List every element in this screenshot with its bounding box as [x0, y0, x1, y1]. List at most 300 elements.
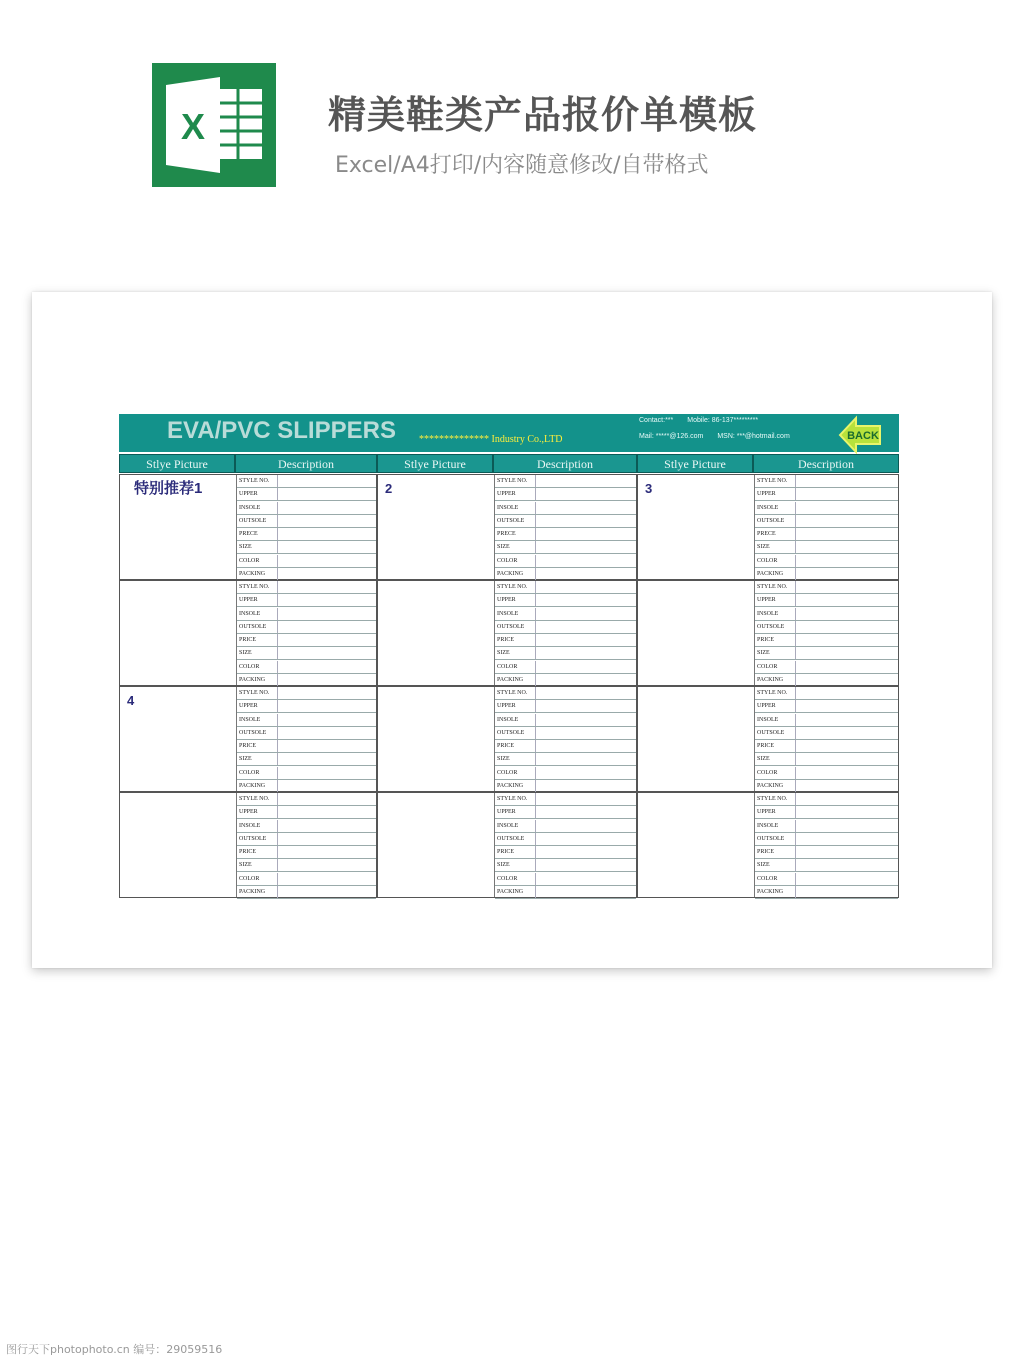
- value-cell[interactable]: [535, 700, 536, 712]
- field-label: STYLE NO.: [239, 796, 270, 802]
- description-row[interactable]: [237, 488, 376, 501]
- style-picture-cell[interactable]: [378, 687, 495, 791]
- field-label: COLOR: [239, 557, 260, 564]
- value-cell[interactable]: [795, 647, 796, 659]
- field-label: COLOR: [239, 875, 260, 882]
- field-label: COLOR: [757, 769, 778, 776]
- description-row[interactable]: [237, 780, 376, 793]
- description-row[interactable]: [237, 608, 376, 621]
- description-row[interactable]: [237, 674, 376, 687]
- value-cell[interactable]: [535, 833, 536, 845]
- value-cell[interactable]: [277, 475, 278, 487]
- field-label: COLOR: [239, 663, 260, 670]
- value-cell[interactable]: [795, 727, 796, 739]
- product-block: [637, 792, 899, 898]
- description-row[interactable]: [237, 541, 376, 554]
- description-row[interactable]: [495, 634, 636, 647]
- style-picture-cell[interactable]: [120, 475, 237, 579]
- value-cell[interactable]: [795, 846, 796, 858]
- description-row[interactable]: [495, 541, 636, 554]
- description-row[interactable]: [755, 714, 898, 727]
- description-row[interactable]: [237, 886, 376, 899]
- value-cell[interactable]: [795, 780, 796, 792]
- value-cell[interactable]: [277, 806, 278, 818]
- field-label: STYLE NO.: [497, 478, 528, 484]
- field-label: PRICE: [497, 743, 515, 749]
- field-label: PACKING: [497, 676, 524, 683]
- description-row[interactable]: [755, 555, 898, 568]
- value-cell[interactable]: [795, 753, 796, 765]
- value-cell[interactable]: [795, 608, 796, 620]
- description-row[interactable]: [495, 488, 636, 501]
- field-label: UPPER: [757, 597, 776, 604]
- value-cell[interactable]: [795, 687, 796, 699]
- field-label: INSOLE: [757, 504, 779, 511]
- field-label: UPPER: [239, 597, 258, 604]
- value-cell[interactable]: [535, 687, 536, 699]
- description-row[interactable]: [237, 833, 376, 846]
- description-row[interactable]: [755, 488, 898, 501]
- value-cell[interactable]: [535, 873, 536, 885]
- description-row[interactable]: [237, 700, 376, 713]
- field-label: PRICE: [239, 743, 257, 749]
- description-row[interactable]: [495, 621, 636, 634]
- description-row[interactable]: [755, 621, 898, 634]
- description-row[interactable]: [495, 555, 636, 568]
- product-block: [119, 474, 377, 580]
- description-row[interactable]: [755, 502, 898, 515]
- field-label: UPPER: [497, 597, 516, 604]
- description-row[interactable]: [237, 621, 376, 634]
- description-row[interactable]: [755, 687, 898, 700]
- description-row[interactable]: [755, 608, 898, 621]
- description-row[interactable]: [237, 846, 376, 859]
- style-picture-cell[interactable]: [638, 475, 755, 579]
- product-block: [119, 580, 377, 686]
- value-cell[interactable]: [795, 820, 796, 832]
- field-label: OUTSOLE: [757, 835, 785, 842]
- field-label: OUTSOLE: [239, 623, 267, 630]
- field-label: OUTSOLE: [497, 517, 525, 524]
- field-label: INSOLE: [757, 610, 779, 617]
- value-cell[interactable]: [795, 488, 796, 500]
- description-row[interactable]: [755, 793, 898, 806]
- description-row[interactable]: [755, 780, 898, 793]
- description-row[interactable]: [237, 873, 376, 886]
- field-label: COLOR: [757, 875, 778, 882]
- value-cell[interactable]: [277, 740, 278, 752]
- value-cell[interactable]: [535, 621, 536, 633]
- style-picture-cell[interactable]: [638, 687, 755, 791]
- value-cell[interactable]: [277, 555, 278, 567]
- field-label: SIZE: [757, 650, 770, 657]
- page-title: 精美鞋类产品报价单模板: [328, 93, 758, 137]
- field-label: OUTSOLE: [757, 623, 785, 630]
- value-cell[interactable]: [277, 859, 278, 871]
- field-label: COLOR: [497, 769, 518, 776]
- description-row[interactable]: [495, 700, 636, 713]
- value-cell[interactable]: [535, 753, 536, 765]
- field-label: INSOLE: [239, 504, 261, 511]
- description-row[interactable]: [495, 806, 636, 819]
- picture-header: Stlye Picture: [119, 454, 235, 473]
- value-cell[interactable]: [277, 581, 278, 593]
- value-cell[interactable]: [277, 833, 278, 845]
- value-cell[interactable]: [795, 555, 796, 567]
- field-label: COLOR: [239, 769, 260, 776]
- value-cell[interactable]: [795, 634, 796, 646]
- field-label: PACKING: [757, 676, 784, 683]
- field-label: OUTSOLE: [239, 517, 267, 524]
- value-cell[interactable]: [535, 475, 536, 487]
- mail-field: Mail: *****@126.com: [639, 433, 704, 440]
- style-picture-cell[interactable]: [120, 687, 237, 791]
- value-cell[interactable]: [535, 581, 536, 593]
- value-cell[interactable]: [795, 833, 796, 845]
- item-number-label: 3: [645, 481, 653, 496]
- value-cell[interactable]: [795, 886, 796, 898]
- banner-title: EVA/PVC SLIPPERS: [167, 417, 396, 444]
- description-row[interactable]: [237, 594, 376, 607]
- value-cell[interactable]: [277, 846, 278, 858]
- field-label: PRICE: [757, 743, 775, 749]
- field-label: UPPER: [239, 703, 258, 710]
- value-cell[interactable]: [277, 727, 278, 739]
- description-row[interactable]: [755, 674, 898, 687]
- field-label: INSOLE: [239, 716, 261, 723]
- description-row[interactable]: [495, 608, 636, 621]
- field-label: PACKING: [757, 782, 784, 789]
- description-row[interactable]: [237, 753, 376, 766]
- value-cell[interactable]: [795, 714, 796, 726]
- description-row[interactable]: [237, 555, 376, 568]
- description-row[interactable]: [495, 846, 636, 859]
- value-cell[interactable]: [535, 674, 536, 686]
- style-picture-cell[interactable]: [638, 581, 755, 685]
- quote-grid: [119, 452, 899, 899]
- value-cell[interactable]: [277, 820, 278, 832]
- description-row[interactable]: [237, 859, 376, 872]
- value-cell[interactable]: [277, 502, 278, 514]
- value-cell[interactable]: [277, 767, 278, 779]
- description-row[interactable]: [495, 727, 636, 740]
- value-cell[interactable]: [535, 555, 536, 567]
- value-cell[interactable]: [535, 488, 536, 500]
- field-label: INSOLE: [497, 610, 519, 617]
- description-row[interactable]: [237, 714, 376, 727]
- description-row[interactable]: [755, 700, 898, 713]
- value-cell[interactable]: [277, 661, 278, 673]
- value-cell[interactable]: [535, 608, 536, 620]
- style-picture-cell[interactable]: [378, 475, 495, 579]
- value-cell[interactable]: [535, 528, 536, 540]
- value-cell[interactable]: [535, 846, 536, 858]
- description-row[interactable]: [495, 859, 636, 872]
- product-block: [377, 792, 637, 898]
- style-picture-cell[interactable]: [378, 793, 495, 897]
- field-label: PRICE: [757, 849, 775, 855]
- field-label: SIZE: [757, 756, 770, 763]
- product-block: [119, 792, 377, 898]
- field-label: COLOR: [757, 557, 778, 564]
- value-cell[interactable]: [535, 780, 536, 792]
- field-label: SIZE: [239, 756, 252, 763]
- description-row[interactable]: [755, 528, 898, 541]
- field-label: STYLE NO.: [497, 796, 528, 802]
- description-row[interactable]: [755, 515, 898, 528]
- description-row[interactable]: [495, 793, 636, 806]
- field-label: STYLE NO.: [757, 690, 788, 696]
- value-cell[interactable]: [277, 687, 278, 699]
- description-row[interactable]: [755, 740, 898, 753]
- value-cell[interactable]: [795, 674, 796, 686]
- description-row[interactable]: [495, 581, 636, 594]
- description-header: Description: [235, 454, 377, 473]
- watermark-footer: 图行天下photophoto.cn 编号：29059516: [6, 1343, 223, 1356]
- field-label: INSOLE: [497, 822, 519, 829]
- description-row[interactable]: [755, 833, 898, 846]
- description-row[interactable]: [495, 568, 636, 581]
- description-row[interactable]: [495, 873, 636, 886]
- contact-info: [639, 417, 790, 440]
- value-cell[interactable]: [277, 714, 278, 726]
- value-cell[interactable]: [795, 700, 796, 712]
- description-row[interactable]: [495, 714, 636, 727]
- field-label: OUTSOLE: [497, 623, 525, 630]
- value-cell[interactable]: [795, 594, 796, 606]
- value-cell[interactable]: [795, 568, 796, 580]
- style-picture-cell[interactable]: [378, 581, 495, 685]
- description-row[interactable]: [495, 886, 636, 899]
- value-cell[interactable]: [277, 780, 278, 792]
- item-number-label: 2: [385, 481, 393, 496]
- description-row[interactable]: [237, 634, 376, 647]
- value-cell[interactable]: [795, 806, 796, 818]
- description-row[interactable]: [755, 886, 898, 899]
- description-row[interactable]: [755, 767, 898, 780]
- field-label: UPPER: [757, 491, 776, 498]
- value-cell[interactable]: [535, 634, 536, 646]
- value-cell[interactable]: [277, 793, 278, 805]
- description-row[interactable]: [237, 793, 376, 806]
- value-cell[interactable]: [795, 740, 796, 752]
- field-label: OUTSOLE: [757, 729, 785, 736]
- value-cell[interactable]: [535, 568, 536, 580]
- description-row[interactable]: [755, 846, 898, 859]
- value-cell[interactable]: [277, 753, 278, 765]
- contact-field: Contact:***: [639, 417, 674, 424]
- field-label: SIZE: [497, 756, 510, 763]
- field-label: STYLE NO.: [757, 796, 788, 802]
- value-cell[interactable]: [535, 727, 536, 739]
- description-row[interactable]: [495, 594, 636, 607]
- value-cell[interactable]: [795, 515, 796, 527]
- description-row[interactable]: [755, 647, 898, 660]
- description-row[interactable]: [755, 873, 898, 886]
- item-number-label: 特别推荐1: [134, 480, 203, 497]
- description-row[interactable]: [495, 661, 636, 674]
- value-cell[interactable]: [535, 541, 536, 553]
- style-picture-cell[interactable]: [120, 581, 237, 685]
- value-cell[interactable]: [277, 873, 278, 885]
- description-row[interactable]: [755, 568, 898, 581]
- field-label: COLOR: [757, 663, 778, 670]
- field-label: OUTSOLE: [239, 729, 267, 736]
- description-row[interactable]: [755, 661, 898, 674]
- value-cell[interactable]: [535, 793, 536, 805]
- field-label: UPPER: [497, 809, 516, 816]
- value-cell[interactable]: [535, 820, 536, 832]
- description-row[interactable]: [755, 753, 898, 766]
- field-label: OUTSOLE: [497, 835, 525, 842]
- description-row[interactable]: [495, 475, 636, 488]
- field-label: PACKING: [239, 676, 266, 683]
- value-cell[interactable]: [795, 475, 796, 487]
- excel-logo-icon: [152, 63, 276, 187]
- value-cell[interactable]: [277, 608, 278, 620]
- description-row[interactable]: [237, 661, 376, 674]
- field-label: PRICE: [497, 849, 515, 855]
- value-cell[interactable]: [795, 767, 796, 779]
- value-cell[interactable]: [277, 886, 278, 898]
- field-label: PRECE: [239, 531, 258, 537]
- field-label: COLOR: [497, 557, 518, 564]
- style-picture-cell[interactable]: [120, 793, 237, 897]
- value-cell[interactable]: [277, 674, 278, 686]
- description-row[interactable]: [755, 727, 898, 740]
- value-cell[interactable]: [535, 714, 536, 726]
- value-cell[interactable]: [795, 873, 796, 885]
- field-label: INSOLE: [239, 822, 261, 829]
- value-cell[interactable]: [277, 488, 278, 500]
- field-label: PACKING: [239, 782, 266, 789]
- description-row[interactable]: [237, 820, 376, 833]
- description-row[interactable]: [755, 581, 898, 594]
- description-row[interactable]: [237, 727, 376, 740]
- field-label: PRICE: [239, 849, 257, 855]
- field-label: INSOLE: [497, 716, 519, 723]
- description-row[interactable]: [237, 740, 376, 753]
- description-row[interactable]: [495, 820, 636, 833]
- value-cell[interactable]: [795, 621, 796, 633]
- description-row[interactable]: [237, 502, 376, 515]
- value-cell[interactable]: [795, 541, 796, 553]
- product-block: [637, 580, 899, 686]
- value-cell[interactable]: [535, 859, 536, 871]
- description-row[interactable]: [237, 475, 376, 488]
- value-cell[interactable]: [795, 528, 796, 540]
- description-row[interactable]: [495, 833, 636, 846]
- description-row[interactable]: [495, 528, 636, 541]
- value-cell[interactable]: [535, 661, 536, 673]
- description-row[interactable]: [237, 647, 376, 660]
- value-cell[interactable]: [535, 594, 536, 606]
- field-label: STYLE NO.: [757, 478, 788, 484]
- field-label: PACKING: [239, 570, 266, 577]
- field-label: INSOLE: [239, 610, 261, 617]
- field-label: OUTSOLE: [239, 835, 267, 842]
- field-label: INSOLE: [497, 504, 519, 511]
- back-button-label: BACK: [847, 430, 879, 442]
- field-label: OUTSOLE: [497, 729, 525, 736]
- field-label: INSOLE: [757, 716, 779, 723]
- value-cell[interactable]: [277, 621, 278, 633]
- description-row[interactable]: [237, 528, 376, 541]
- product-block: [377, 580, 637, 686]
- description-row[interactable]: [495, 515, 636, 528]
- value-cell[interactable]: [795, 859, 796, 871]
- field-label: PRICE: [757, 637, 775, 643]
- description-row[interactable]: [495, 780, 636, 793]
- description-row[interactable]: [237, 581, 376, 594]
- field-label: OUTSOLE: [757, 517, 785, 524]
- description-row[interactable]: [755, 820, 898, 833]
- description-row[interactable]: [237, 767, 376, 780]
- value-cell[interactable]: [277, 594, 278, 606]
- description-row[interactable]: [237, 687, 376, 700]
- description-row[interactable]: [495, 687, 636, 700]
- value-cell[interactable]: [277, 634, 278, 646]
- description-row[interactable]: [755, 541, 898, 554]
- description-row[interactable]: [755, 475, 898, 488]
- value-cell[interactable]: [277, 568, 278, 580]
- product-block: [637, 686, 899, 792]
- value-cell[interactable]: [277, 700, 278, 712]
- value-cell[interactable]: [277, 515, 278, 527]
- description-row[interactable]: [495, 753, 636, 766]
- field-label: PACKING: [497, 782, 524, 789]
- description-row[interactable]: [495, 674, 636, 687]
- value-cell[interactable]: [535, 740, 536, 752]
- value-cell[interactable]: [535, 886, 536, 898]
- field-label: PRECE: [757, 531, 776, 537]
- field-label: STYLE NO.: [239, 478, 270, 484]
- company-name: ************** Industry Co.,LTD: [419, 434, 563, 445]
- back-button[interactable]: [836, 414, 884, 456]
- style-picture-cell[interactable]: [638, 793, 755, 897]
- value-cell[interactable]: [277, 647, 278, 659]
- description-row[interactable]: [495, 740, 636, 753]
- description-row[interactable]: [495, 502, 636, 515]
- description-row[interactable]: [495, 647, 636, 660]
- value-cell[interactable]: [277, 528, 278, 540]
- field-label: PACKING: [497, 888, 524, 895]
- product-block: [119, 686, 377, 792]
- value-cell[interactable]: [535, 806, 536, 818]
- value-cell[interactable]: [535, 515, 536, 527]
- description-row[interactable]: [755, 634, 898, 647]
- page-subtitle: Excel/A4打印/内容随意修改/自带格式: [335, 153, 709, 178]
- description-row[interactable]: [495, 767, 636, 780]
- value-cell[interactable]: [535, 767, 536, 779]
- value-cell[interactable]: [795, 502, 796, 514]
- value-cell[interactable]: [535, 502, 536, 514]
- description-row[interactable]: [237, 806, 376, 819]
- field-label: PACKING: [757, 888, 784, 895]
- description-row[interactable]: [237, 515, 376, 528]
- value-cell[interactable]: [795, 793, 796, 805]
- description-row[interactable]: [755, 859, 898, 872]
- svg-text:X: X: [180, 106, 206, 147]
- description-row[interactable]: [755, 594, 898, 607]
- value-cell[interactable]: [795, 661, 796, 673]
- value-cell[interactable]: [795, 581, 796, 593]
- picture-header: Stlye Picture: [637, 454, 753, 473]
- value-cell[interactable]: [535, 647, 536, 659]
- description-row[interactable]: [755, 806, 898, 819]
- value-cell[interactable]: [277, 541, 278, 553]
- description-row[interactable]: [237, 568, 376, 581]
